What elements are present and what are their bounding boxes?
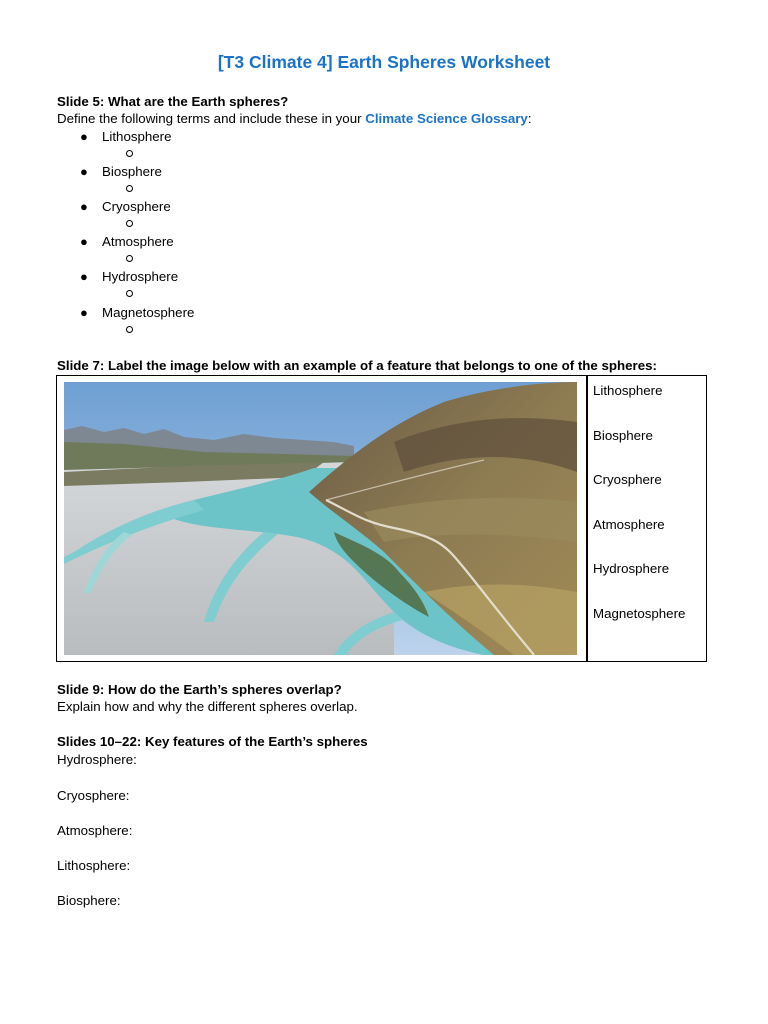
field-atmosphere: Atmosphere: (57, 823, 133, 838)
term-item (80, 269, 178, 284)
instruction-colon: : (527, 111, 532, 126)
term-label: Biosphere (102, 164, 162, 179)
term-item (80, 234, 174, 249)
term-label: Lithosphere (102, 129, 172, 144)
term-item (80, 129, 172, 144)
bullet-icon: ● (80, 269, 88, 284)
label-magnetosphere: Magnetosphere (593, 606, 686, 621)
slide9-heading: Slide 9: How do the Earth’s spheres overlap? (57, 682, 342, 697)
term-item (80, 199, 171, 214)
label-table (56, 375, 707, 662)
field-biosphere: Biosphere: (57, 893, 121, 908)
bullet-icon: ● (80, 129, 88, 144)
field-lithosphere: Lithosphere: (57, 858, 131, 873)
river-valley-image (64, 382, 577, 655)
term-item (80, 164, 162, 179)
slide7-heading: Slide 7: Label the image below with an example of a feature that belongs to one of the spheres: (57, 358, 657, 373)
table-divider (586, 376, 588, 661)
term-label: Magnetosphere (102, 305, 195, 320)
label-biosphere: Biosphere (593, 428, 653, 443)
sub-bullet-icon (126, 220, 133, 227)
slides10-22-heading: Slides 10–22: Key features of the Earth’s spheres (57, 734, 368, 749)
slide5-heading: Slide 5: What are the Earth spheres? (57, 94, 289, 109)
sub-bullet-icon (126, 150, 133, 157)
label-cryosphere: Cryosphere (593, 472, 662, 487)
bullet-icon: ● (80, 305, 88, 320)
label-hydrosphere: Hydrosphere (593, 561, 670, 576)
slide5-instruction (57, 111, 532, 126)
field-hydrosphere: Hydrosphere: (57, 752, 137, 767)
sub-bullet-icon (126, 326, 133, 333)
label-atmosphere: Atmosphere (593, 517, 665, 532)
worksheet-title: [T3 Climate 4] Earth Spheres Worksheet (217, 52, 551, 72)
field-cryosphere: Cryosphere: (57, 788, 130, 803)
term-label: Cryosphere (102, 199, 171, 214)
label-lithosphere: Lithosphere (593, 383, 663, 398)
bullet-icon: ● (80, 164, 88, 179)
bullet-icon: ● (80, 199, 88, 214)
term-label: Atmosphere (102, 234, 174, 249)
term-label: Hydrosphere (102, 269, 179, 284)
sub-bullet-icon (126, 185, 133, 192)
bullet-icon: ● (80, 234, 88, 249)
glossary-link[interactable]: Climate Science Glossary (365, 111, 528, 126)
slide9-instruction: Explain how and why the different spheres overlap. (57, 699, 358, 714)
sub-bullet-icon (126, 255, 133, 262)
instruction-text: Define the following terms and include these in your (57, 111, 366, 126)
sub-bullet-icon (126, 290, 133, 297)
term-item (80, 305, 194, 320)
